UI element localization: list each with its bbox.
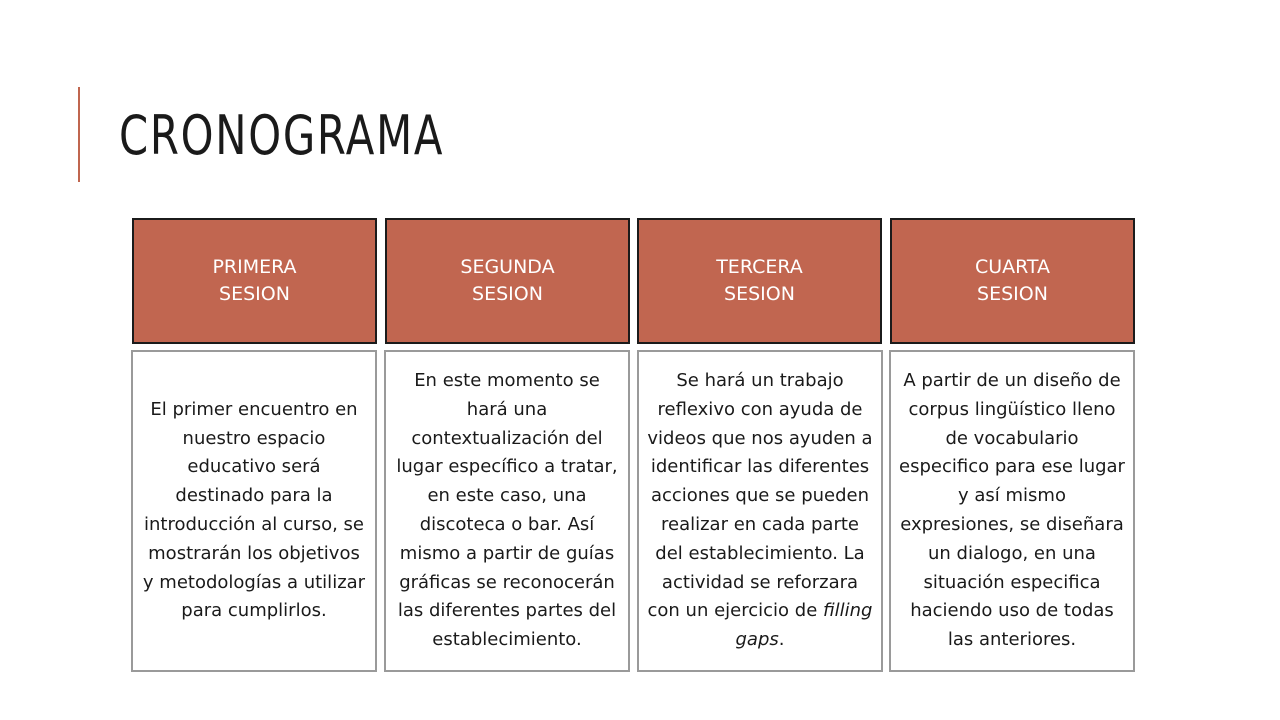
session-description-text: Se hará un trabajo reflexivo con ayuda de videos que nos ayuden a identificar las diferentes acciones que se pueden realizar en cada parte del establecimiento. La actividad se reforzara con un ejercicio de	[647, 370, 873, 622]
session-header-line1: PRIMERA	[212, 256, 297, 278]
title-accent-bar	[78, 87, 80, 182]
session-description-primera	[131, 350, 377, 672]
session-header-line1: TERCERA	[716, 256, 803, 278]
session-header-line1: CUARTA	[974, 256, 1051, 278]
session-description-tercera	[637, 350, 883, 672]
session-header-segunda	[385, 218, 630, 344]
session-header-line2: SESION	[724, 283, 795, 305]
session-header-tercera	[637, 218, 882, 344]
session-description-paragraph	[647, 367, 873, 655]
session-description-text: A partir de un diseño de corpus lingüístico lleno de vocabulario especifico para ese lugar y así mismo expresiones, se diseñara un dialogo, en una situación especifica haciendo uso de todas las anteriores.	[899, 370, 1125, 651]
session-header-line1: SEGUNDA	[460, 256, 555, 278]
session-description-text: En este momento se hará una contextualización del lugar específico a tratar, en este caso, una discoteca o bar. Así mismo a partir de guías gráficas se reconocerán las diferentes partes del establecimiento.	[396, 370, 618, 651]
session-description-italic-term: filling gaps	[735, 600, 873, 651]
slide-title: CRONOGRAMA	[119, 104, 445, 167]
session-description-segunda	[384, 350, 630, 672]
session-header-primera	[132, 218, 377, 344]
session-header-line2: SESION	[977, 283, 1048, 305]
session-header-line2: SESION	[472, 283, 543, 305]
session-description-end: .	[778, 629, 785, 651]
session-header-line2: SESION	[219, 283, 290, 305]
session-description-cuarta	[889, 350, 1135, 672]
session-header-cuarta	[890, 218, 1135, 344]
session-description-text: El primer encuentro en nuestro espacio educativo será destinado para la introducción al curso, se mostrarán los objetivos y metodologías a utilizar para cumplirlos.	[142, 398, 366, 622]
